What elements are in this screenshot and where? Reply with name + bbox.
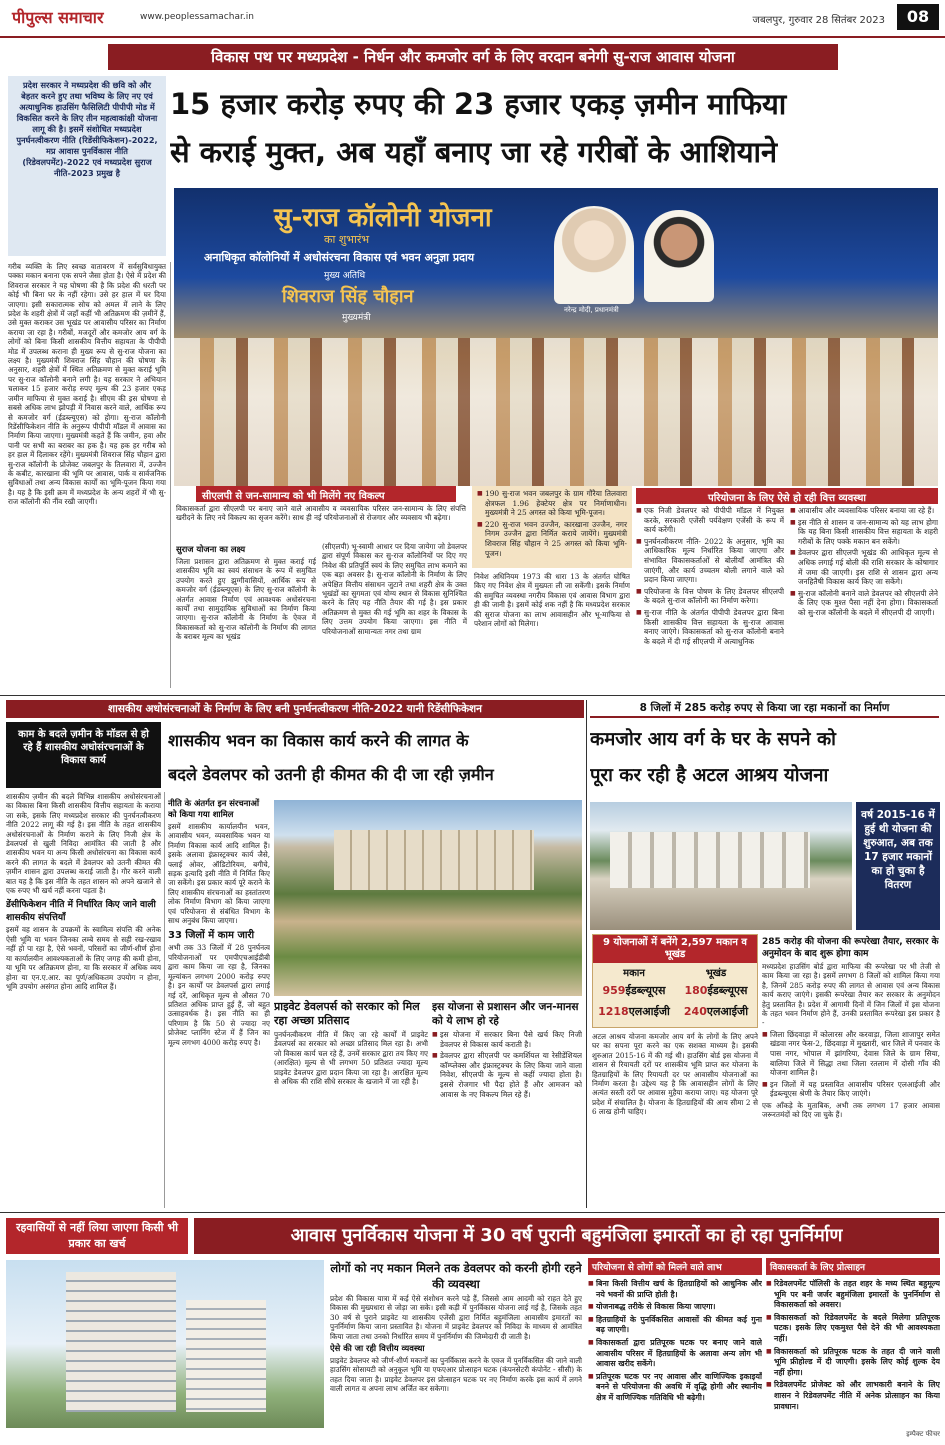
stats-value: 180: [684, 984, 708, 997]
mid-left-headline: शासकीय भवन का विकास कार्य करने की लागत के बदले डेवलपर को उतनी ही कीमत की दी जा रही ज़मीन: [168, 731, 494, 784]
lead-body-column: गरीब व्यक्ति के लिए स्वच्छ वातावरण में सर्वसुविधायुक्त पक्का मकान बनाना एक सपने जैसा होता है। ऐसे में प्रदेश की शिवराज सरकार ने यह घोषणा की है कि प्रदेश की धरती पर कोई भी बिना घर के नहीं रहेगा। उसे हर हाल में घर दिया जाएगा। इसी सकारात्मक सोच को अमल में लाने के लिए प्रदेश के शहरी क्षेत्रों में जहाँ कहीं भी अतिक्रमण की ज़मीनें हैं, उसे मुक्त कराकर उस भूखंड पर आवासीय परिसर का निर्माण कराया जा रहा है। गरीबों, मजदूरों और कमजोर आय वर्ग के लोगों को बिना किसी शासकीय वित्तीय सहायता के पीपीपी मोड में उपलब्ध कराना ही मुख्य रूप से सु-राज योजना का लक्ष्य है। मुख्यमंत्री शिवराज सिंह चौहान की घोषणा के अनुसार, शहरी क्षेत्रों में स्थित अतिक्रमण से मुक्त कराई भूमि पर सु-राज कॉलोनी बनाने लगी है। यह सरकार ने अभियान चलाकर 15 हजार करोड़ रुपए मूल्य की 23 हजार एकड़ जमीन माफिया से मुक्त कराई है। सीएम की इस घोषणा से सबसे अधिक लाभ झोपड़ी में निवास करने वाले, आर्थिक रूप से कमजोर वर्ग (ईडब्ल्यूएस) को होगा। सु-राज कॉलोनी रिडेंसीफिकेशन नीति के अनुरूप पीपीपी मॉडल में आवास का निर्माण किया जाएगा। मुख्यमंत्री कहते हैं कि जमीन, हवा और पानी पर सभी का बराबर का हक है। यह हक हर गरीब को हर हाल में दिलाकर रहेंगे। मुख्यमंत्री शिवराज सिंह चौहान द्वारा सु-राज कॉलोनी के प्रोजेक्ट जबलपुर के तिलवारा में, उज्जैन के कबीट, कारखाना की भूमि पर आवास, पार्क व सार्वजनिक सुविधाओं तथा अन्य विकास कार्यों का भूमि-पूजन किया गया है। यह है कि इसी क्रम में मध्यप्रदेश के अन्य शहरों में भी सु-राज कॉलोनी की नींव रखी जाएगी।: [8, 262, 166, 507]
mid-right-subhead: 285 करोड़ की योजना की रूपरेखा तैयार, सरकार के अनुमोदन के बाद शुरू होगा काम: [762, 937, 939, 959]
bottom-subhead: लोगों को नए मकान मिलने तक डेवलपर को करनी होगी रहने की व्यवस्था: [330, 1261, 582, 1291]
photo-portrait-cm: [644, 210, 714, 302]
stats-value: 240: [683, 1005, 707, 1018]
building-photo: [274, 800, 582, 996]
district-item: ■ जिला छिंदवाड़ा में कोलारस और करवाड़ा, जिला शाजापुर समेत खंडवा नगर फेस-2, छिंदवाड़ा में मुख्तारी, धार जिले में पनवार के पास नगर, भोपाल में झांगरिया, देवास जिले के ग्राम सिया, बालिया जिले में सिद्धा तथा जिला रतलाम में दोसी गाँव की योजना शामिल है।: [762, 1030, 940, 1078]
finance-item: ■ पुनर्घनत्वीकरण नीति- 2022 के अनुसार, भूमि का आधिकारिक मूल्य निर्धारित किया जाएगा और संभावित विकासकर्ताओं से बोलीयाँ आमंत्रित की जाएंगी, और कार्य उच्चतम बोली लगाने वाले को प्रदान किया जाएगा।: [636, 537, 784, 585]
stats-title: 9 योजनाओं में बनेंगे 2,597 मकान व भूखंड: [593, 935, 757, 963]
dev-item: ■ रिडेवलपमेंट पॉलिसी के तहत शहर के मध्य स्थित बहुमूल्य भूमि पर बनी जर्जर बहुमंजिला इमारतों के पुनर्निर्माण से विकासकर्ता को अवसर।: [766, 1279, 940, 1311]
photo-crowd: [174, 338, 938, 486]
photo-banner-subtitle: का शुभारंभ: [324, 233, 370, 246]
housing-photo-box: वर्ष 2015-16 में हुई थी योजना की शुरुआत, अब तक 17 हजार मकानों का हो चुका है वितरण: [856, 802, 940, 930]
people-item: ■ योजनाबद्ध तरीके से विकास किया जाएगा।: [588, 1302, 762, 1313]
private-subhead: प्राइवेट डेवलपर्स को सरकार को मिल रहा अच्छा प्रतिसाद: [274, 1000, 420, 1027]
photo-banner-title: सु-राज कॉलोनी योजना: [274, 203, 492, 233]
note-item: ■ 190 सु-राज भवन जबलपुर के ग्राम गौरैया तिलवारा क्षेत्रफल 1.96 हेक्टेयर क्षेत्र पर निर्माणाधीन। मुख्यमंत्री ने 25 अगस्त को किया भूमि-पूजन।: [477, 489, 627, 518]
finance-right: [790, 506, 938, 692]
lead-body-2: जिला प्रशासन द्वारा अतिक्रमण से मुक्त कराई गई शासकीय भूमि का स्वयं संसाधन के रूप में समुचित उपयोग करते हुए झुग्गीवासियों, आर्थिक रूप से कमजोर वर्ग (ईडब्ल्यूएस) के लिए सु-राज कॉलोनी के अंतर्गत आवास निर्माण एवं आवश्यक अधोसंरचना कार्यों तथा सामुदायिक सुविधाओं का निर्माण किया जाएगा। सु-राज कॉलोनी के निर्माण के ऐवज में विकासकर्ता को सु-राज कॉलोनी के निर्माण की लागत के बराबर मूल्य का भूखंड: [176, 557, 316, 642]
people-item: ■ हितग्राहियों के पुनर्विकसित आवासों की कीमत कई गुना बढ़ जाएगी।: [588, 1315, 762, 1336]
dev-item: ■ विकासकर्ता को प्रतिपूरक घटक के तहत दी जाने वाली भूमि फ्रीहोल्ड में दी जाएगी। इसके लिए कोई शुल्क देय नहीं होगा।: [766, 1347, 940, 1379]
notes-box: [472, 486, 632, 568]
lead-intro: प्रदेश सरकार ने मध्यप्रदेश की छवि को और बेहतर करने हुए तथा भविष्य के लिए नए एवं अत्याधुनिक हाउसिंग फैसिलिटी पीपीपी मोड में विकसित करने के लिए तीन महत्वाकांक्षी योजना लागू की है। इसमें संशोधित मध्यप्रदेश पुनर्घनत्वीकरण नीति (रिडेंसीफिकेशन)-2022, मप्र आवास पुनर्विकास नीति (रिडेवलपमेंट)-2022 एवं मध्यप्रदेश सुराज नीति-2023 प्रमुख है: [8, 76, 166, 256]
people-benefits: [588, 1258, 762, 1430]
lead-subhead: सुराज योजना का लक्ष्य: [176, 544, 246, 554]
private-column: प्राइवेट डेवलपर्स को सरकार को मिल रहा अच्छा प्रतिसाद पुनर्घनत्वीकरण नीति में किए जा रहे कार्यों में प्राइवेट डेवलपर्स का सरकार को अच्छा प्रतिसाद मिल रहा है। अभी जो विकास कार्य चल रहे हैं, उनमें सरकार द्वारा तय किए गए (आरक्षित) मूल्य से भी लगभग 50 प्रतिशत ज्यादा मूल्य प्राइवेट डेवलपर द्वारा प्रदान किया जा रहा है। आरक्षित मूल्य से अधिक की राशि सीधे सरकार के खजाने में जा रही है।: [274, 1000, 428, 1087]
stats-row: [593, 1004, 757, 1019]
finance-label: परियोजना के लिए ऐसे हो रही वित्त व्यवस्था: [636, 488, 938, 504]
finance-item: ■ डेवलपर द्वारा सीएलपी भूखंड की आधिकृत मूल्य से अधिक लगाई गई बोली की राशि सरकार के कोषागार में जमा की जाएगी। इस राशि से शासन द्वारा अन्य जनहितैषी विकास कार्य किए जा सकेंगे।: [790, 548, 938, 586]
lead-goal-column: [176, 542, 316, 690]
bottom-headline: आवास पुनर्विकास योजना में 30 वर्ष पुरानी बहुमंजिला इमारतों का हो रहा पुनर्निर्माण: [194, 1218, 939, 1254]
housing-blocks: [610, 832, 810, 888]
dev-item: ■ रिडेवलपमेंट प्रोजेक्ट को और लाभकारी बनाने के लिए शासन ने रिडेवलपमेंट नीति में अनेक प्रोत्साहन का किया प्रावधान।: [766, 1380, 940, 1412]
developer-incentives: [766, 1258, 940, 1424]
tower-building: [66, 1272, 176, 1412]
stats-label: एलआईजी: [706, 1005, 749, 1018]
site-url[interactable]: www.peoplessamachar.in: [140, 12, 254, 22]
lead-headline: 15 हजार करोड़ रुपए की 23 हजार एकड़ ज़मीन माफिया से कराई मुक्त, अब यहाँ बनाए जा रहे गरीबों के आशियाने: [170, 87, 787, 169]
photo-banner-line: अनाधिकृत कॉलोनियों में अधोसंरचना विकास एवं भवन अनुज्ञा प्रदाय: [204, 251, 475, 264]
bottom-subhead-2: ऐसे की जा रही वित्तीय व्यवस्था: [330, 1343, 425, 1354]
mid-left-col1: शासकीय ज़मीन की बदले विभिन्न शासकीय अधोसंरचनाओं का विकास बिना किसी शासकीय वित्तीय सहायता के कराया जा सके, इसके लिए मध्यप्रदेश सरकार की पुनर्घनत्वीकरण नीति 2022 लागू की गई है। इस नीति के तहत शासकीय अधोसंरचनाओं के निर्माण कराने के लिए निजी क्षेत्र के डेवलपर्स से खुली निविदा आमंत्रित की जाती है और शासकीय भवन या अन्य किसी अधोसंरचना का विकास कार्य करने की लागत के बदले में डेवलपर को उतनी कीमत की ज़मीन शासन द्वारा उपलब्ध कराई जाती है। गौर करने वाली बात यह है कि इस नीति के तहत शासन को अपने खजाने से एक रुपए भी खर्च नहीं करना पड़ता है। डेंसीफिकेशन नीति में निर्धारित किए जाने वाली शासकीय संपत्तियाँ इसमें वह शासन के उपक्रमों के स्वामित्व संपत्ति की अनेक ऐसी भूमि या भवन जिनका लम्बे समय से सही रख-रखाव नहीं हो पा रहा है, ऐसे भवनों, परिसरों का जीर्ण-शीर्ण होना या कार्यालयीन आवश्यकताओं के लिए जगह की कमी होना, या भूमि पर अतिक्रमण होना, या कि सरकार में अधिक व्यय होना या एन.ए.आर. का पूर्ण/अधिकतम उपयोग न होना, भूमि उपयोग असंगत होना आदि शामिल हैं।: [6, 792, 161, 991]
stats-row: [593, 983, 757, 998]
masthead: [0, 0, 945, 38]
finance-item: ■ सु-राज नीति के अंतर्गत पीपीपी डेवलपर द्वारा बिना किसी शासकीय वित्त सहायता के सु-राज आवास बनाए जाएंगे। विकासकर्ता को सु-राज कॉलोनी बनाने के बदले में दी गई सीएलपी में अत्याधुनिक: [636, 608, 784, 646]
finance-item: ■ परियोजना के वित्त पोषण के लिए डेवलपर सीएलपी के बदले सु-राज कॉलोनी का निर्माण करेगा।: [636, 587, 784, 606]
district-item: ■ इन जिलों में यह प्रस्तावित आवासीय परिसर एलआईजी और ईडब्ल्यूएस श्रेणी के तैयार किए जाएंगे।: [762, 1080, 940, 1099]
photo-banner-chief: मुख्य अतिथि: [324, 271, 366, 281]
building-block: [334, 830, 534, 890]
lead-photo: [174, 188, 938, 486]
stats-value: 1218: [598, 1005, 629, 1018]
benefit-subhead: इस योजना से प्रशासन और जन-मानस को ये लाभ हो रहे: [432, 1001, 579, 1027]
stats-label: एलआईजी: [628, 1005, 670, 1018]
mid-right-headline: कमजोर आय वर्ग के घर के सपने को पूरा कर रही है अटल आश्रय योजना: [590, 729, 836, 786]
finance-item: ■ आवासीय और व्यवसायिक परिसर बनाया जा रहे हैं।: [790, 506, 938, 516]
mid-right-body-1: अटल आश्रय योजना कमजोर आय वर्ग के लोगों के लिए अपने घर का सपना पूरा करने का एक सशक्त माध्यम है। इसकी शुरुआत 2015-16 में की गई थी। हाउसिंग बोर्ड इस योजना में शासन से रियायती दरों पर शासकीय भूमि प्राप्त कर योजना के हितग्राहियों के लिए रियायती दर पर आवासीय योजनाओं का निर्माण करता है। उद्देश्य यह है कि आवासहीन लोगों के लिए अत्यंत सस्ती दरों पर आवास मुहैया कराया जाए। यह योजना पूरे प्रदेश में संचालित है। योजना के हितग्राहियों की आय सीमा 2 से 6 लाख होनी चाहिए।: [592, 1032, 758, 1117]
dev-label: विकासकर्ता के लिए प्रोत्साहन: [766, 1258, 940, 1275]
benefit-column: [432, 998, 582, 1208]
photo-tag-text: विकासकर्ता द्वारा सीएलपी पर बनाए जाने वाले आवासीय व व्यवसायिक परिसर जन-सामान्य के लिए संपत्ति खरीदने के लिए नये विकल्प का सृजन करेंगे। साथ ही नई परियोजनाओं से रोजगार और व्यवसाय भी बढ़ेगा।: [176, 504, 466, 523]
finance-item: ■ सु-राज कॉलोनी बनाने वाले डेवलपर को सीएलपी लेने के लिए एक मुश्त पैसा नहीं देना होगा। विकासकर्ता को सु-राज कॉलोनी के बदले में सीएलपी दी जाएगी।: [790, 589, 938, 618]
bottom-body-column: लोगों को नए मकान मिलने तक डेवलपर को करनी होगी रहने की व्यवस्था प्रदेश की विकास यात्रा में कई ऐसे संशोधन करने पड़े हैं, जिससे आम आदमी को राहत देते हुए विकास की मुख्यधारा से जोड़ा जा सके। इसी कड़ी में पुनर्विकास योजना लाई गई है, जिसके तहत 30 वर्ष से पुराने प्राइवेट या शासकीय एजेंसी द्वारा निर्मित बहुमंजिला आवासीय इमारतों का पुनर्निर्माण किया जाना प्रस्तावित है। योजना में प्राइवेट डेवलपर को निविदा के माध्यम से आमंत्रित किया जाता तथा उनको निर्धारित समय में पुनर्निर्माण की जिम्मेदारी दी जाती है। ऐसे की जा रही वित्तीय व्यवस्था प्राइवेट डेवलपर को जीर्ण-शीर्ण मकानों का पुनर्विकास करने के एवज में पुनर्विकसित की जाने वाली हाउसिंग सोसायटी को अनुकूल भूमि या एफएआर प्रोत्साहन घटक (कंपनसेटरी कंपोनेंट - सीसी) के तहत दिया जाता है। प्राइवेट डेवलपर इस प्रोत्साहन घटक पर नए निर्माण करके इस कार्य में लगने वाली लागत व अपना लाभ अर्जित कर सकेगा।: [330, 1261, 582, 1394]
photo-banner-name: शिवराज सिंह चौहान: [282, 286, 414, 307]
lead-body-4: निवेश अधिनियम 1973 की धारा 13 के अंतर्गत घोषित किए गए निवेश क्षेत्र में मुख्यतः ली जा सकेंगी। इसके निर्माण की समुचित व्यवस्था नगरीय विकास एवं आवास विभाग द्वारा ही की जानी है। इसमें कोई शक नहीं है कि मध्यप्रदेश सरकार की सुराज योजना का लाभ आवासहीन और भू-माफिया से परेशान लोगों को मिलेगा।: [474, 572, 630, 629]
tower-building-2: [186, 1300, 266, 1412]
dateline: जबलपुर, गुरुवार 28 सितंबर 2023: [752, 15, 885, 26]
benefit-item: ■ इस योजना में सरकार बिना पैसे खर्च किए निजी डेवलपर से विकास कार्य कराती है।: [432, 1030, 582, 1049]
finance-item: ■ एक निजी डेवलपर को पीपीपी मॉडल में नियुक्त करके, सरकारी एजेंसी पर्यवेक्षण एजेंसी के रूप में कार्य करेंगी।: [636, 506, 784, 535]
stats-head-right: भूखंड: [705, 968, 727, 979]
mid-left-band: शासकीय अधोसंरचनाओं के निर्माण के लिए बनी पुनर्घनत्वीकरण नीति-2022 यानी रिडेंसीफिकेशन: [6, 700, 584, 718]
benefit-item: ■ डेवलपर द्वारा सीएलपी पर कमर्शियल या रेसीडेंशियल कॉम्प्लेक्स और इंफ्रास्ट्रक्चर के लिए किया जाने वाला निवेश, सीएलपी के मूल्य से कहीं ज्यादा होता है। इससे रोजगार भी पैदा होते हैं और आमजन को आवास के नए विकल्प मिल रहे हैं।: [432, 1051, 582, 1099]
mid-right-column-2: 285 करोड़ की योजना की रूपरेखा तैयार, सरकार के अनुमोदन के बाद शुरू होगा काम मध्यप्रदेश हाउसिंग बोर्ड द्वारा माफिया की रूपरेखा पर भी तेजी से काम किया जा रहा है। इसमें लगभग 8 जिलों को शामिल किया गया है, जिनमें 285 करोड़ रुपए की लागत से आवास एवं अन्य विकास कार्य कराए जाएंगे। इसकी रूपरेखा तैयार कर सरकार के अनुमोदन हेतु प्रस्तावित है। प्रदेश में आगामी दिनों में जिन जिलों में इस योजना के तहत भवन निर्माण होने हैं, उनकी प्रस्तावित रूपरेखा इस प्रकार है - ■ जिला छिंदवाड़ा में कोलारस और करवाड़ा, जिला शाजापुर समेत खंडवा नगर फेस-2, छिंदवाड़ा में मुख्तारी, धार जिले में पनवार के पास नगर, भोपाल में झांगरिया, देवास जिले के ग्राम सिया, बालिया जिले में सिद्धा तथा जिला रतलाम में दोसी गाँव की योजना शामिल है। ■ इन जिलों में यह प्रस्तावित आवासीय परिसर एलआईजी और ईडब्ल्यूएस श्रेणी के तैयार किए जाएंगे। एक आँकड़े के मुताबिक, अभी तक लगभग 17 हजार आवास जरूरतमंदों को दिए जा चुके हैं।: [762, 934, 940, 1208]
stats-value: 959: [602, 984, 626, 997]
mid-left-col2: नीति के अंतर्गत इन संरचनाओं को किया गया शामिल इसमें शासकीय कार्यालयीन भवन, आवासीय भवन, व्यवसायिक भवन या निर्माण विकास कार्य आदि शामिल हैं। इसके अलावा इंफ्रास्ट्रक्चर कार्य जैसे, फ्लाई ओवर, ऑडिटोरियम, बगीचे, सड़क इत्यादि इसी नीति में निर्मित किए जा सकेंगे। इस प्रकार कार्य पूरे कराने के लिए शासकीय संरचनाओं का हस्तांतरण लोक निर्माण विभाग को किया जाएगा एवं परियोजना से संबंधित विभाग के साथ अनुबंध किया जाएगा। 33 जिलों में काम जारी अभी तक 33 जिलों में 28 पुनर्घनत्व परियोजनाओं पर एमपीएचआईडीबी द्वारा काम किया जा रहा है, जिनका मूल्यांकन लगभग 2000 करोड़ रुपए है। इन कार्यों पर डेवलपर्स द्वारा लगाई गई दरें, आधिकृत मूल्य से औसत 70 प्रतिशत अधिक प्राप्त हुई हैं, जो बहुत उत्साहवर्धक है। इस नीति का ही परिणाम है कि 50 से ज्यादा नए प्रोजेक्ट प्लानिंग स्टेज में हैं जिन का मूल्य लगभग 4000 करोड़ रुपए है।: [168, 798, 270, 1047]
photo-banner-role: मुख्यमंत्री: [342, 313, 371, 323]
stats-label: ईडब्ल्यूएस: [625, 984, 666, 997]
note-item: ■ 220 सु-राज भवन उज्जैन, कारखाना उज्जैन, नगर निगम उज्जैन द्वारा निर्मित कराये जायेंगे। मुख्यमंत्री शिवराज सिंह चौहान ने 25 अगस्त को किया भूमि-पूजन।: [477, 520, 627, 558]
people-item: ■ बिना किसी वित्तीय खर्च के हितग्राहियों को आधुनिक और नये भवनों की प्राप्ति होती है।: [588, 1279, 762, 1300]
finance-left: [636, 506, 784, 692]
people-item: ■ प्रतिपूरक घटक पर नए आवास और वाणिज्यिक इकाइयाँ बनने से परियोजना की अवधि में वृद्धि होगी और स्थानीय क्षेत्र में वाणिज्यिक गतिविधि भी बढ़ेगी।: [588, 1372, 762, 1404]
col2-subhead: नीति के अंतर्गत इन संरचनाओं को किया गया शामिल: [168, 798, 260, 819]
lead-body-3: (सीएलपी) भू-स्वामी आधार पर दिया जायेगा जो डेवलपर द्वारा संपूर्ण विकास कर सु-राज कॉलोनियों पर दिए गए निवेश की प्रतिपूर्ति स्वयं के लिए समुचित लाभ कमाने का एक बड़ा अवसर है। सु-राज कॉलोनी के निर्माण के लिए अपेक्षित वित्तीय संसाधन जुटाने तथा शहरी क्षेत्र के उक्त भूखंडों का सुगमता एवं योग्य स्थान से विकास सुनिश्चित करने के लिए यह नीति तैयार की गई है। इस प्रकार अतिक्रमण से मुक्त की गई भूमि का शहर के विकास के लिए उत्तम उपयोग किया जाएगा। इस नीति में परियोजनाओं सामान्यतः नगर तथा ग्राम: [322, 542, 467, 636]
bottom-label: रहवासियों से नहीं लिया जाएगा किसी भी प्रकार का खर्च: [6, 1218, 188, 1254]
people-label: परियोजना से लोगों को मिलने वाले लाभ: [588, 1258, 762, 1275]
col2-subhead-2: 33 जिलों में काम जारी: [168, 930, 255, 942]
mid-left-sidebox: काम के बदले ज़मीन के मॉडल से हो रहे हैं शासकीय अधोसंरचनाओं के विकास कार्य: [6, 722, 161, 788]
photo-portrait-pm: [554, 206, 634, 304]
housing-photo: [590, 802, 852, 930]
stats-label: ईडब्ल्यूएस: [707, 984, 748, 997]
top-banner: विकास पथ पर मध्यप्रदेश - निर्धन और कमजोर वर्ग के लिए वरदान बनेगी सु-राज आवास योजना: [108, 44, 838, 70]
finance-item: ■ इस नीति से शासन व जन-सामान्य को यह लाभ होगा कि यह बिना किसी शासकीय वित्त सहायता के शहरी गरीबों के लिए पक्के मकान बन सकेंगे।: [790, 518, 938, 547]
page-number: 08: [897, 4, 939, 30]
stats-head-left: मकान: [623, 968, 645, 979]
tower-photo: [6, 1260, 324, 1428]
dev-item: ■ विकासकर्ता को रिडेवलपमेंट के बदले मिलेगा प्रतिपूरक घटक। इसके लिए एकमुश्त पैसे देने की भी आवश्यकता नहीं।: [766, 1313, 940, 1345]
mid-right-band: 8 जिलों में 285 करोड़ रुपए से किया जा रहा मकानों का निर्माण: [590, 700, 939, 718]
photo-tag: सीएलपी से जन-सामान्य को भी मिलेंगे नए विकल्प: [196, 486, 456, 502]
stats-box: [592, 934, 758, 1028]
footer-credit: इम्पैक्ट फीचर: [906, 1430, 940, 1438]
col1-subhead: डेंसीफिकेशन नीति में निर्धारित किए जाने वाली शासकीय संपत्तियाँ: [6, 900, 156, 924]
people-item: ■ विकासकर्ता द्वारा प्रतिपूरक घटक पर बनाए जाने वाले आवासीय परिसर में हितग्राहियों के अलावा अन्य लोग भी आवास खरीद सकेंगे।: [588, 1338, 762, 1370]
photo-banner-pm: नरेन्द्र मोदी, प्रधानमंत्री: [564, 306, 619, 314]
logo: पीपुल्स समाचार: [12, 8, 104, 27]
